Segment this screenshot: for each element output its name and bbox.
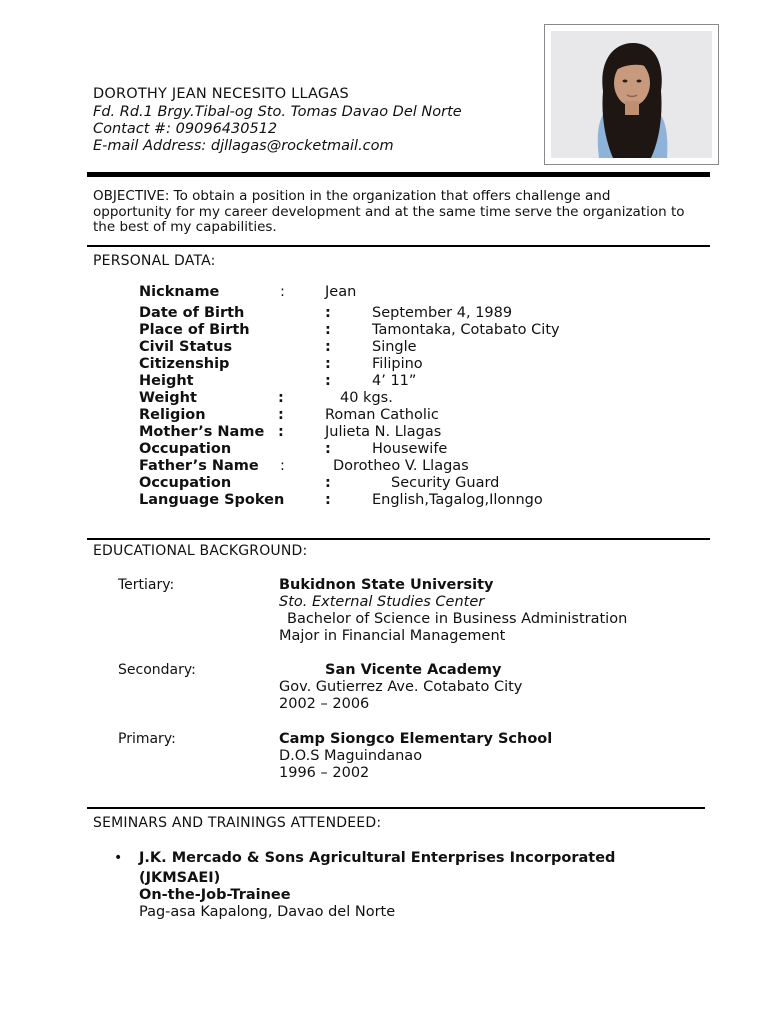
seminar-company-abbr: (JKMSAEI) bbox=[139, 870, 221, 886]
secondary-address: Gov. Gutierrez Ave. Cotabato City bbox=[279, 679, 523, 695]
applicant-photo bbox=[544, 24, 719, 165]
contact-number: Contact #: 09096430512 bbox=[93, 121, 278, 137]
pd-value-fathers-name: Dorotheo V. Llagas bbox=[333, 458, 469, 474]
email-address: E-mail Address: djllagas@rocketmail.com bbox=[93, 138, 394, 154]
pd-label-mothers-name: Mother’s Name bbox=[139, 424, 265, 440]
pd-colon: : bbox=[278, 407, 284, 423]
pd-colon: : bbox=[325, 305, 331, 321]
objective-divider bbox=[87, 245, 710, 247]
seminars-heading: SEMINARS AND TRAININGS ATTENDEED: bbox=[93, 815, 382, 831]
tertiary-label: Tertiary: bbox=[118, 577, 175, 593]
pd-colon: : bbox=[325, 339, 331, 355]
pd-value-date-of-birth: September 4, 1989 bbox=[372, 305, 513, 321]
tertiary-degree: Bachelor of Science in Business Administration bbox=[287, 611, 628, 627]
pd-colon: : bbox=[278, 424, 284, 440]
primary-address: D.O.S Maguindanao bbox=[279, 748, 423, 764]
pd-label-date-of-birth: Date of Birth bbox=[139, 305, 245, 321]
seminar-role: On-the-Job-Trainee bbox=[139, 887, 291, 903]
bullet-icon: • bbox=[114, 850, 123, 866]
pd-colon: : bbox=[325, 322, 331, 338]
pd-label-language-spoken: Language Spoken bbox=[139, 492, 285, 508]
personal-data-heading: PERSONAL DATA: bbox=[93, 253, 216, 269]
personal-divider bbox=[87, 538, 710, 540]
tertiary-major: Major in Financial Management bbox=[279, 628, 506, 644]
tertiary-school: Bukidnon State University bbox=[279, 577, 494, 593]
seminar-company: J.K. Mercado & Sons Agricultural Enterprises Incorporated bbox=[139, 850, 616, 866]
address: Fd. Rd.1 Brgy.Tibal-og Sto. Tomas Davao Del Norte bbox=[93, 104, 462, 120]
pd-colon: : bbox=[280, 284, 285, 300]
pd-value-father-occupation: Security Guard bbox=[391, 475, 500, 491]
pd-colon: : bbox=[280, 458, 285, 474]
pd-value-height: 4’ 11” bbox=[372, 373, 417, 389]
pd-value-civil-status: Single bbox=[372, 339, 417, 355]
primary-label: Primary: bbox=[118, 731, 176, 747]
pd-value-nickname: Jean bbox=[325, 284, 357, 300]
pd-label-height: Height bbox=[139, 373, 194, 389]
pd-colon: : bbox=[325, 373, 331, 389]
pd-colon: : bbox=[325, 356, 331, 372]
secondary-years: 2002 – 2006 bbox=[279, 696, 370, 712]
pd-value-mother-occupation: Housewife bbox=[372, 441, 448, 457]
pd-label-father-occupation: Occupation bbox=[139, 475, 232, 491]
primary-years: 1996 – 2002 bbox=[279, 765, 370, 781]
header-divider bbox=[87, 172, 710, 177]
applicant-name: DOROTHY JEAN NECESITO LLAGAS bbox=[93, 86, 349, 102]
pd-label-civil-status: Civil Status bbox=[139, 339, 233, 355]
objective-text: OBJECTIVE: To obtain a position in the organization that offers challenge and opportunity for my career development and at the same time serve the organization to the best of my capabilities. bbox=[93, 188, 685, 236]
pd-colon: : bbox=[278, 390, 284, 406]
pd-value-mothers-name: Julieta N. Llagas bbox=[325, 424, 442, 440]
seminar-location: Pag-asa Kapalong, Davao del Norte bbox=[139, 904, 396, 920]
pd-colon: : bbox=[325, 492, 331, 508]
pd-label-weight: Weight bbox=[139, 390, 197, 406]
pd-value-weight: 40 kgs. bbox=[340, 390, 393, 406]
pd-label-nickname: Nickname bbox=[139, 284, 220, 300]
pd-label-mother-occupation: Occupation bbox=[139, 441, 232, 457]
pd-value-religion: Roman Catholic bbox=[325, 407, 439, 423]
pd-label-place-of-birth: Place of Birth bbox=[139, 322, 250, 338]
primary-school: Camp Siongco Elementary School bbox=[279, 731, 553, 747]
pd-label-citizenship: Citizenship bbox=[139, 356, 230, 372]
pd-label-religion: Religion bbox=[139, 407, 206, 423]
pd-colon: : bbox=[325, 441, 331, 457]
secondary-school: San Vicente Academy bbox=[325, 662, 502, 678]
education-divider bbox=[87, 807, 705, 809]
secondary-label: Secondary: bbox=[118, 662, 196, 678]
portrait-image bbox=[551, 31, 712, 158]
pd-value-language-spoken: English,Tagalog,Ilonngo bbox=[372, 492, 543, 508]
pd-value-place-of-birth: Tamontaka, Cotabato City bbox=[372, 322, 560, 338]
pd-value-citizenship: Filipino bbox=[372, 356, 423, 372]
pd-label-fathers-name: Father’s Name bbox=[139, 458, 259, 474]
tertiary-center: Sto. External Studies Center bbox=[279, 594, 485, 610]
education-heading: EDUCATIONAL BACKGROUND: bbox=[93, 543, 308, 559]
pd-colon: : bbox=[325, 475, 331, 491]
